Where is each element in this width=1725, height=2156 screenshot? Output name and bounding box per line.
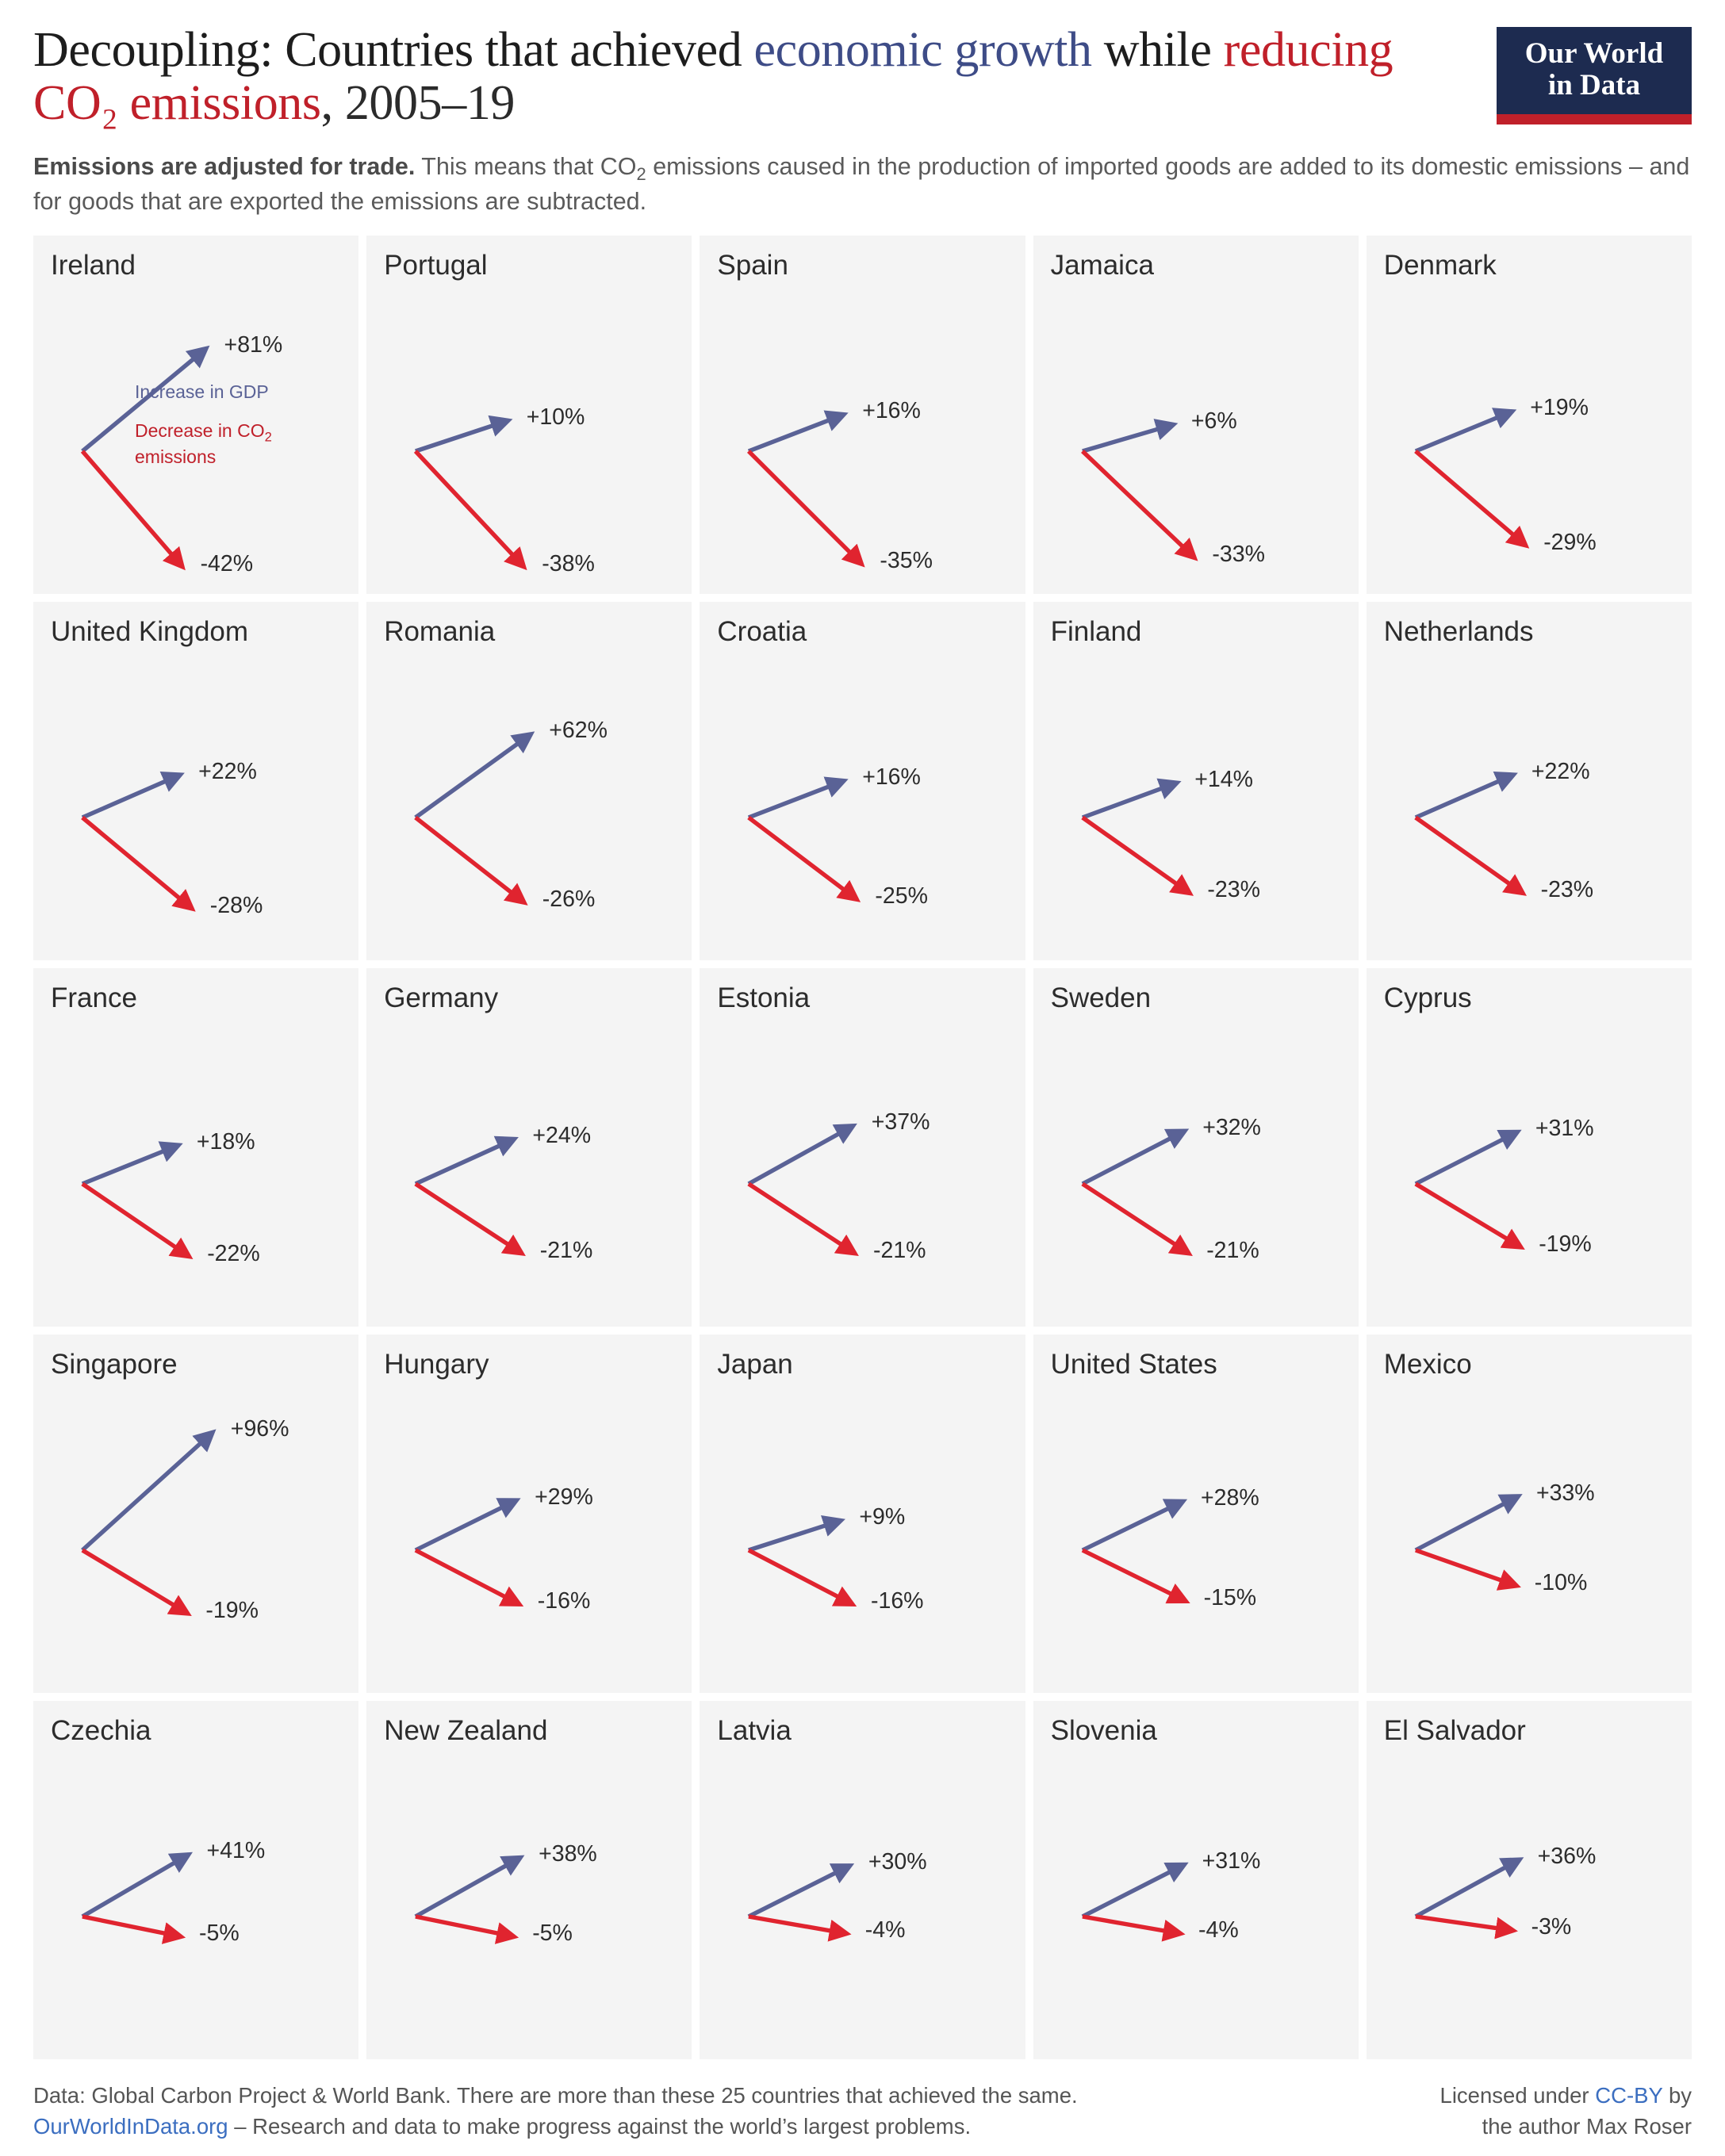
country-name: New Zealand bbox=[384, 1714, 548, 1746]
country-name: Jamaica bbox=[1050, 249, 1154, 281]
co2-value-label: -19% bbox=[1539, 1231, 1592, 1257]
title-part1: Decoupling: Countries that achieved bbox=[33, 23, 754, 77]
subtitle bbox=[33, 151, 1692, 218]
arrow-chart bbox=[33, 602, 358, 960]
co2-value-label: -23% bbox=[1207, 877, 1260, 903]
country-cell[interactable] bbox=[33, 968, 358, 1327]
country-name: Czechia bbox=[51, 1714, 151, 1746]
gdp-value-label: +29% bbox=[535, 1484, 593, 1510]
subtitle-bold: Emissions are adjusted for trade. bbox=[33, 152, 416, 180]
gdp-value-label: +31% bbox=[1202, 1848, 1261, 1875]
gdp-value-label: +33% bbox=[1535, 1480, 1595, 1506]
co2-value-label: -22% bbox=[207, 1240, 260, 1266]
gdp-arrow bbox=[1082, 1501, 1183, 1550]
gdp-value-label: +81% bbox=[224, 332, 283, 358]
footer-license-line1 bbox=[1440, 2080, 1692, 2111]
co2-arrow bbox=[1416, 1917, 1514, 1931]
gdp-value-label: +16% bbox=[862, 764, 921, 791]
gdp-value-label: +62% bbox=[549, 718, 608, 744]
co2-arrow bbox=[1082, 1550, 1186, 1602]
arrow-chart bbox=[33, 1701, 358, 2059]
gdp-arrow bbox=[416, 1139, 515, 1184]
country-name: Denmark bbox=[1383, 249, 1497, 281]
arrow-chart bbox=[1367, 602, 1692, 960]
owid-logo[interactable] bbox=[1497, 27, 1692, 124]
co2-value-label: -28% bbox=[209, 892, 263, 918]
co2-arrow bbox=[416, 818, 524, 902]
gdp-arrow bbox=[416, 420, 508, 451]
country-name: Latvia bbox=[717, 1714, 792, 1746]
gdp-arrow bbox=[82, 1145, 179, 1184]
page-title bbox=[33, 24, 1485, 130]
country-cell[interactable] bbox=[33, 1335, 358, 1693]
co2-arrow bbox=[749, 1184, 855, 1254]
country-cell[interactable] bbox=[1367, 602, 1692, 960]
gdp-arrow bbox=[749, 414, 845, 450]
gdp-arrow bbox=[1416, 1496, 1519, 1550]
co2-arrow bbox=[749, 818, 857, 900]
gdp-value-label: +19% bbox=[1530, 395, 1589, 421]
country-name: Ireland bbox=[51, 249, 136, 281]
legend-gdp: Increase in GDP bbox=[135, 381, 269, 402]
country-cell[interactable] bbox=[700, 1335, 1025, 1693]
co2-value-label: -21% bbox=[872, 1237, 926, 1263]
co2-value-label: -15% bbox=[1203, 1585, 1257, 1611]
arrow-chart bbox=[1367, 236, 1692, 594]
footer-line2 bbox=[33, 2111, 1078, 2142]
legend-co2: Decrease in $CO_2$ emissions bbox=[135, 419, 272, 467]
arrow-chart bbox=[700, 968, 1025, 1327]
title-while: while bbox=[1091, 23, 1224, 77]
arrow-chart bbox=[1033, 1701, 1359, 2059]
title-years: , 2005–19 bbox=[320, 75, 516, 130]
country-name: Germany bbox=[384, 982, 499, 1013]
gdp-arrow bbox=[1082, 424, 1173, 451]
footer bbox=[33, 2080, 1692, 2142]
arrow-chart bbox=[366, 602, 692, 960]
country-cell[interactable] bbox=[1033, 1335, 1359, 1693]
title-reducing-co2: reducing CO₂ emissions bbox=[33, 23, 1393, 130]
co2-value-label: -21% bbox=[539, 1237, 593, 1263]
gdp-value-label: +41% bbox=[206, 1838, 266, 1864]
gdp-value-label: +14% bbox=[1194, 766, 1253, 792]
country-name: Finland bbox=[1050, 615, 1142, 647]
country-cell[interactable] bbox=[1367, 1701, 1692, 2059]
country-cell[interactable] bbox=[1367, 968, 1692, 1327]
co2-arrow bbox=[82, 1184, 190, 1257]
country-cell[interactable] bbox=[366, 602, 692, 960]
country-cell[interactable] bbox=[33, 1701, 358, 2059]
country-cell[interactable] bbox=[1033, 236, 1359, 594]
gdp-value-label: +24% bbox=[532, 1123, 592, 1149]
country-name: Croatia bbox=[717, 615, 807, 647]
subtitle-rest-b: emissions caused in the production of imported goods are added to its domestic emissions – and for goods that are exported the emissions are subtracted. bbox=[33, 152, 1690, 216]
gdp-arrow bbox=[416, 1857, 521, 1917]
owid-logo-line2: in Data bbox=[1547, 68, 1641, 101]
gdp-value-label: +18% bbox=[196, 1128, 255, 1155]
co2-arrow bbox=[82, 451, 182, 567]
footer-license-line2: the author Max Roser bbox=[1482, 2113, 1692, 2139]
co2-value-label: -23% bbox=[1540, 877, 1594, 903]
gdp-value-label: +28% bbox=[1200, 1484, 1259, 1511]
country-name: Netherlands bbox=[1383, 615, 1534, 647]
country-cell[interactable] bbox=[1033, 1701, 1359, 2059]
subtitle-co2-subscript: 2 bbox=[636, 164, 646, 184]
gdp-arrow bbox=[749, 1125, 853, 1183]
gdp-value-label: +16% bbox=[862, 398, 921, 424]
gdp-arrow bbox=[1082, 1864, 1184, 1917]
country-name: Spain bbox=[717, 249, 788, 281]
footer-line2-rest: – Research and data to make progress against the world’s largest problems. bbox=[228, 2113, 972, 2139]
co2-value-label: -35% bbox=[880, 548, 933, 574]
country-cell[interactable] bbox=[1367, 236, 1692, 594]
gdp-value-label: +22% bbox=[198, 758, 257, 784]
gdp-arrow bbox=[749, 1520, 841, 1550]
arrow-chart bbox=[1033, 968, 1359, 1327]
co2-value-label: -25% bbox=[875, 883, 928, 910]
gdp-value-label: +32% bbox=[1202, 1114, 1261, 1140]
co2-arrow bbox=[416, 451, 524, 567]
co2-arrow bbox=[416, 1917, 515, 1937]
arrow-chart bbox=[1367, 1701, 1692, 2059]
co2-arrow bbox=[749, 1917, 847, 1934]
gdp-arrow bbox=[1416, 1132, 1518, 1184]
co2-arrow bbox=[1082, 1184, 1188, 1254]
country-name: France bbox=[51, 982, 137, 1013]
co2-arrow bbox=[749, 1550, 853, 1604]
country-name: Hungary bbox=[384, 1348, 489, 1380]
country-name: Sweden bbox=[1050, 982, 1152, 1013]
gdp-arrow bbox=[1416, 411, 1512, 450]
gdp-arrow bbox=[1416, 1859, 1520, 1917]
country-name: United Kingdom bbox=[51, 615, 249, 647]
country-cell[interactable] bbox=[700, 968, 1025, 1327]
country-name: Portugal bbox=[384, 249, 488, 281]
gdp-value-label: +38% bbox=[539, 1841, 597, 1867]
co2-value-label: -10% bbox=[1534, 1569, 1588, 1595]
co2-value-label: -5% bbox=[199, 1920, 240, 1947]
gdp-arrow bbox=[82, 1854, 189, 1916]
co2-arrow bbox=[1082, 451, 1194, 558]
co2-value-label: -38% bbox=[542, 550, 595, 576]
gdp-value-label: +22% bbox=[1531, 758, 1590, 784]
co2-arrow bbox=[1416, 818, 1524, 894]
gdp-value-label: +31% bbox=[1535, 1116, 1594, 1142]
country-name: Estonia bbox=[717, 982, 811, 1013]
footer-source bbox=[33, 2080, 1078, 2142]
arrow-chart bbox=[700, 1701, 1025, 2059]
co2-arrow bbox=[82, 818, 193, 909]
gdp-arrow bbox=[1082, 783, 1176, 818]
co2-value-label: -4% bbox=[864, 1917, 906, 1943]
country-cell[interactable] bbox=[1367, 1335, 1692, 1693]
gdp-arrow bbox=[749, 1865, 850, 1916]
co2-value-label: -5% bbox=[532, 1920, 573, 1947]
arrow-chart bbox=[366, 1335, 692, 1693]
co2-value-label: -29% bbox=[1543, 529, 1597, 555]
gdp-arrow bbox=[1082, 1131, 1184, 1184]
country-cell[interactable] bbox=[366, 1335, 692, 1693]
co2-value-label: -16% bbox=[870, 1588, 924, 1614]
gdp-value-label: +96% bbox=[230, 1415, 289, 1442]
co2-value-label: -33% bbox=[1212, 542, 1265, 568]
footer-line1: Data: Global Carbon Project & World Bank. There are more than these 25 countries that achieved the same. bbox=[33, 2082, 1078, 2108]
owid-logo-bar bbox=[1497, 114, 1692, 124]
gdp-arrow bbox=[416, 733, 531, 817]
license-post: by bbox=[1662, 2082, 1692, 2108]
co2-value-label: -26% bbox=[542, 887, 596, 913]
arrow-chart bbox=[1367, 1335, 1692, 1693]
subtitle-rest-a: This means that CO bbox=[415, 152, 637, 180]
owid-site-link[interactable]: OurWorldInData.org bbox=[33, 2113, 228, 2139]
country-cell[interactable] bbox=[33, 236, 358, 594]
gdp-arrow bbox=[416, 1500, 517, 1550]
gdp-value-label: +9% bbox=[859, 1504, 906, 1530]
country-grid bbox=[33, 236, 1692, 2059]
owid-logo-line1: Our World bbox=[1524, 37, 1664, 70]
arrow-chart bbox=[1367, 968, 1692, 1327]
country-cell[interactable] bbox=[366, 236, 692, 594]
country-name: Romania bbox=[384, 615, 496, 647]
country-cell[interactable] bbox=[700, 602, 1025, 960]
co2-value-label: -3% bbox=[1531, 1914, 1572, 1940]
country-cell[interactable] bbox=[33, 602, 358, 960]
country-name: Cyprus bbox=[1383, 982, 1472, 1013]
co2-arrow bbox=[416, 1184, 522, 1254]
cc-by-link[interactable]: CC-BY bbox=[1595, 2082, 1663, 2108]
license-pre: Licensed under bbox=[1439, 2082, 1596, 2108]
header bbox=[33, 24, 1692, 130]
co2-value-label: -21% bbox=[1206, 1237, 1259, 1263]
country-cell[interactable] bbox=[366, 968, 692, 1327]
country-cell[interactable] bbox=[700, 1701, 1025, 2059]
arrow-chart bbox=[1033, 1335, 1359, 1693]
co2-arrow bbox=[749, 451, 862, 565]
co2-arrow bbox=[82, 1550, 188, 1614]
country-name: Slovenia bbox=[1050, 1714, 1157, 1746]
co2-value-label: -42% bbox=[200, 550, 254, 576]
co2-arrow bbox=[1416, 451, 1526, 546]
gdp-value-label: +10% bbox=[526, 404, 585, 430]
arrow-chart bbox=[366, 968, 692, 1327]
gdp-arrow bbox=[1416, 775, 1514, 818]
co2-arrow bbox=[1082, 1917, 1180, 1934]
gdp-value-label: +30% bbox=[868, 1849, 927, 1875]
country-name: Japan bbox=[717, 1348, 793, 1380]
arrow-chart bbox=[33, 1335, 358, 1693]
co2-arrow bbox=[1416, 1550, 1517, 1586]
country-name: United States bbox=[1050, 1348, 1217, 1380]
owid-logo-box bbox=[1497, 27, 1692, 114]
country-name: Mexico bbox=[1383, 1348, 1472, 1380]
country-name: Singapore bbox=[51, 1348, 178, 1380]
co2-value-label: -16% bbox=[537, 1588, 591, 1614]
title-economic-growth: economic growth bbox=[753, 23, 1092, 77]
footer-license bbox=[1440, 2080, 1692, 2142]
gdp-arrow bbox=[82, 775, 181, 818]
arrow-chart bbox=[366, 1701, 692, 2059]
gdp-arrow bbox=[749, 780, 845, 817]
gdp-arrow bbox=[82, 1432, 213, 1550]
country-cell[interactable] bbox=[700, 236, 1025, 594]
arrow-chart bbox=[33, 236, 358, 594]
co2-arrow bbox=[1416, 1184, 1521, 1247]
co2-arrow bbox=[1082, 818, 1190, 894]
co2-arrow bbox=[82, 1917, 182, 1937]
gdp-value-label: +36% bbox=[1537, 1843, 1597, 1869]
country-cell[interactable] bbox=[1033, 968, 1359, 1327]
co2-value-label: -19% bbox=[205, 1597, 259, 1623]
country-cell[interactable] bbox=[1033, 602, 1359, 960]
country-cell[interactable] bbox=[366, 1701, 692, 2059]
country-name: El Salvador bbox=[1383, 1714, 1526, 1746]
co2-arrow bbox=[416, 1550, 519, 1604]
co2-value-label: -4% bbox=[1198, 1917, 1239, 1943]
gdp-value-label: +6% bbox=[1190, 408, 1237, 435]
gdp-value-label: +37% bbox=[871, 1109, 930, 1135]
